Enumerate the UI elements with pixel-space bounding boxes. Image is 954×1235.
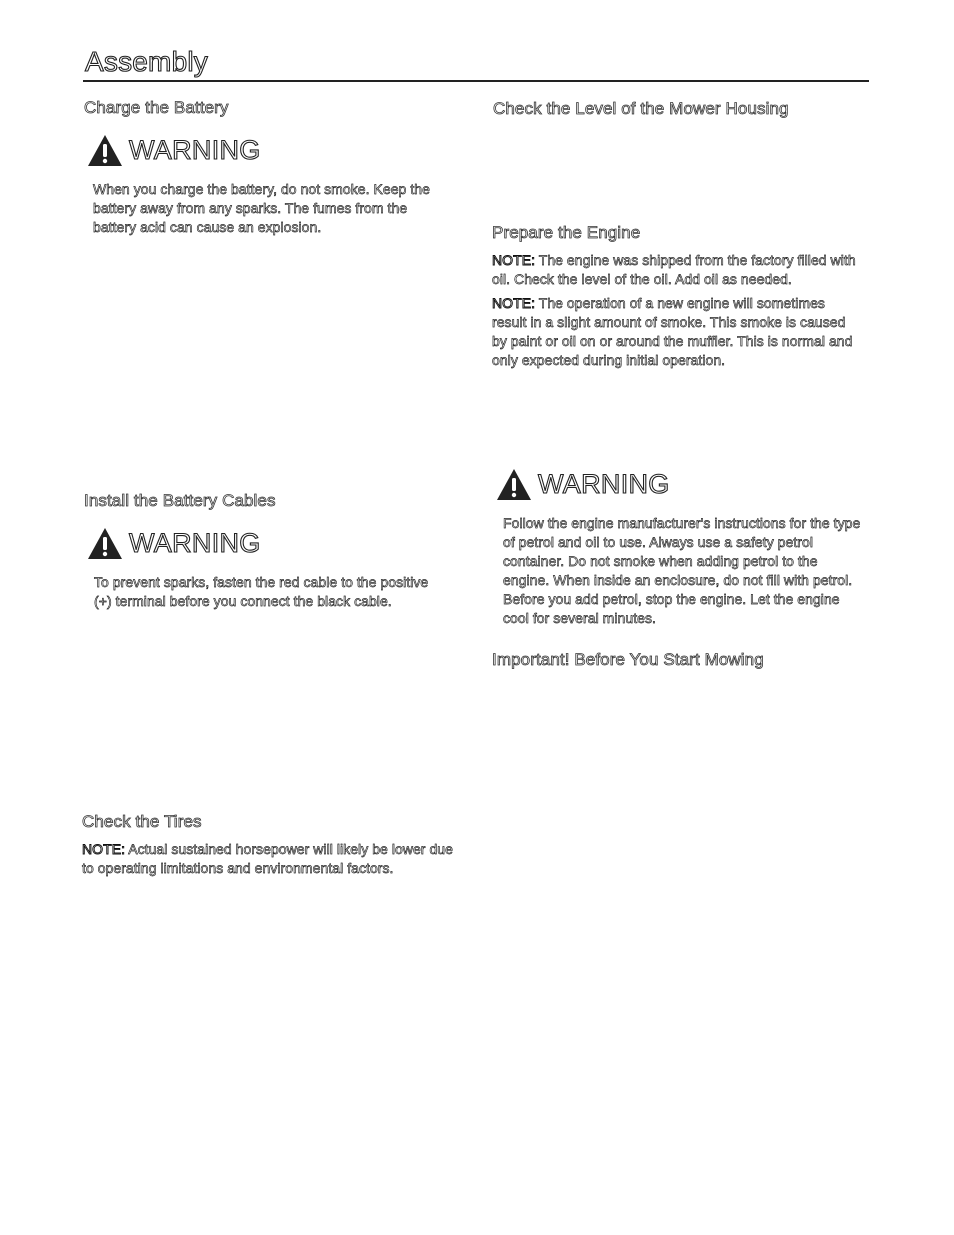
engine-note-2-text: The operation of a new engine will sometimes result in a slight amount of smoke. This smoke is caused by paint or oil on or around the muffler. This is normal and only expected during initial operation. xyxy=(492,295,853,368)
tires-heading: Check the Tires xyxy=(82,812,202,831)
note-label: NOTE: xyxy=(492,295,536,311)
warning-triangle-icon xyxy=(87,527,123,560)
battery-cables-heading: Install the Battery Cables xyxy=(84,491,276,510)
page-title: Assembly xyxy=(85,46,208,77)
mower-housing-heading: Check the Level of the Mower Housing xyxy=(493,99,789,118)
warning-triangle-icon xyxy=(496,468,532,501)
warning-label: WARNING xyxy=(538,469,670,499)
warning-label: WARNING xyxy=(129,528,261,558)
before-mowing-heading: Important! Before You Start Mowing xyxy=(492,650,764,669)
charge-battery-heading: Charge the Battery xyxy=(84,98,229,117)
engine-heading: Prepare the Engine xyxy=(492,223,641,242)
fuel-warning-text: Follow the engine manufacturer's instructions for the type of petrol and oil to use. Always use a safety petrol container. Do not smoke when adding petrol to the engine. When inside an enclosure, do not fill with petrol. Before you add petrol, stop the engine. Let the engine cool for several minutes. xyxy=(503,515,861,626)
warning-label: WARNING xyxy=(129,135,261,165)
charge-battery-warning-text: When you charge the battery, do not smoke. Keep the battery away from any sparks. The fumes from the battery acid can cause an explosion. xyxy=(93,181,430,235)
fuel-warning-header xyxy=(496,468,670,501)
engine-note-1 xyxy=(492,251,862,289)
warning-triangle-icon xyxy=(87,134,123,167)
engine-note-1-text: The engine was shipped from the factory filled with oil. Check the level of the oil. Add oil as needed. xyxy=(492,252,856,287)
battery-cables-warning-text: To prevent sparks, fasten the red cable to the positive (+) terminal before you connect the black cable. xyxy=(94,574,429,609)
note-label: NOTE: xyxy=(82,841,126,857)
tires-note-text: Actual sustained horsepower will likely be lower due to operating limitations and environmental factors. xyxy=(82,841,453,876)
note-label: NOTE: xyxy=(492,252,536,268)
title-divider xyxy=(83,80,869,82)
charge-battery-warning-header xyxy=(87,134,261,167)
tires-note xyxy=(82,840,460,878)
engine-note-2 xyxy=(492,294,862,370)
battery-cables-warning-header xyxy=(87,527,261,560)
